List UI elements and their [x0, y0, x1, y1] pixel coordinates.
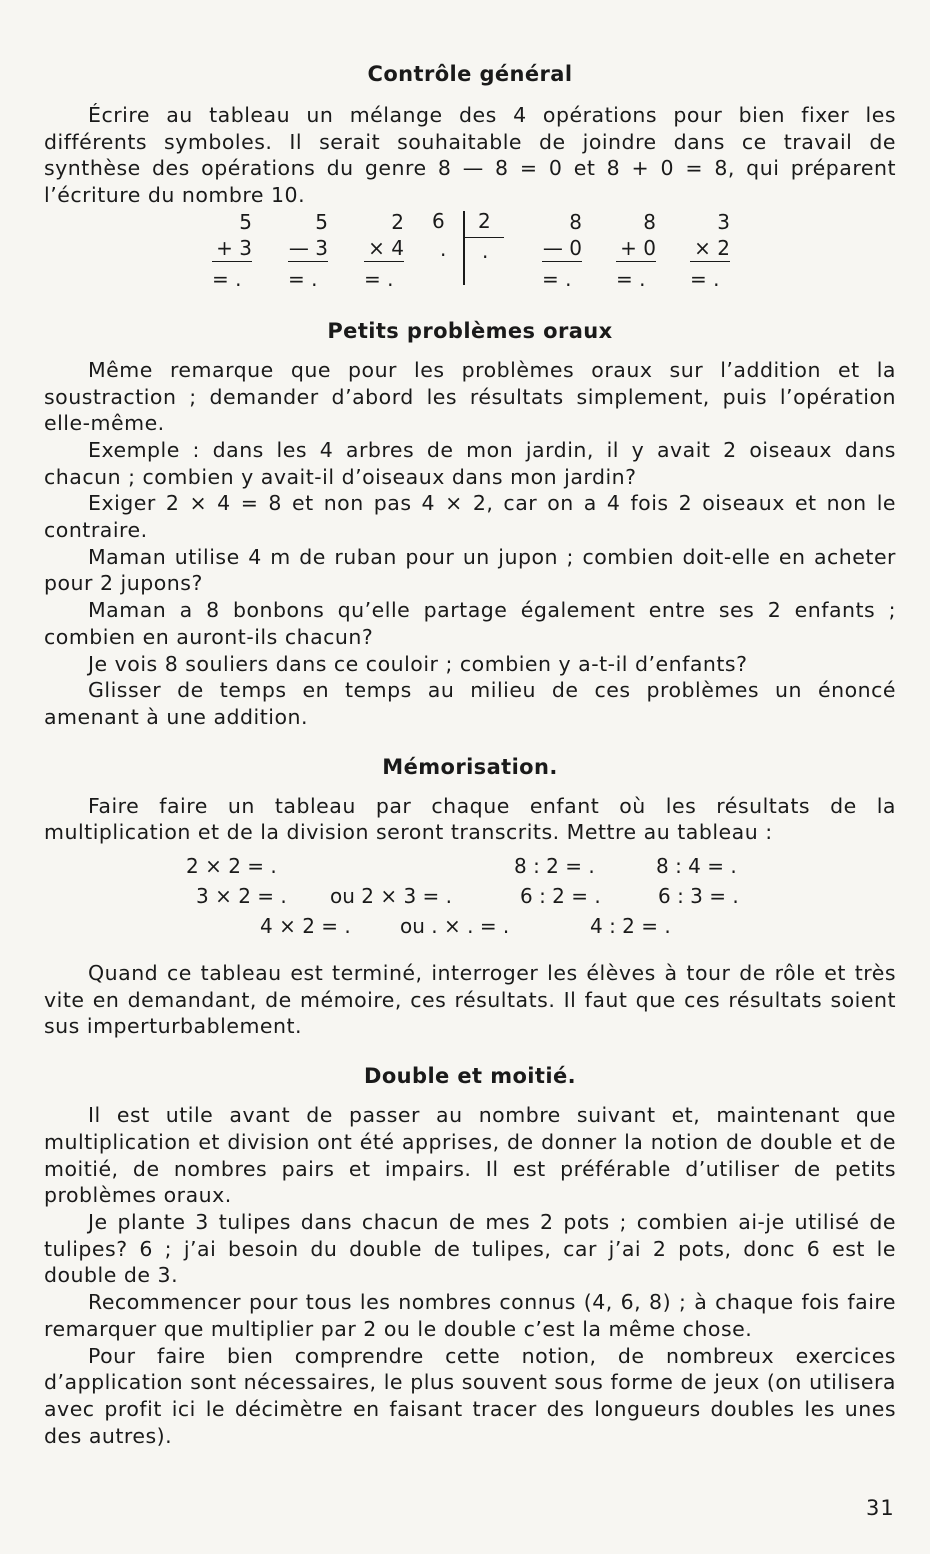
problemes-paragraph: Je vois 8 souliers dans ce couloir ; combien y a-t-il d’enfants? — [88, 651, 748, 676]
operation-subtraction-zero — [534, 209, 582, 292]
op-result: = . — [690, 266, 720, 291]
memo-cell: 6 : 2 = . — [520, 884, 601, 909]
controle-paragraph: Écrire au tableau un mélange des 4 opérations pour bien fixer les différents symboles. Il serait souhaitable de joindre dans ce travail de synthèse des opérations du genre 8 — 8 = 0 et 8 + 0 = 8, qui préparent l’écriture du nombre 10. — [44, 103, 896, 208]
operation-multiplication — [356, 209, 404, 292]
double-paragraph: Pour faire bien comprendre cette notion, de nombreux exercices d’application sont nécessaires, le plus souvent sous forme de jeux (on utilisera avec profit ici le décimètre en faisant tracer des longueurs doubles les unes des autres). — [44, 1343, 896, 1448]
op-bar — [288, 261, 328, 262]
operation-addition-zero — [608, 209, 656, 292]
op-result: = . — [364, 266, 394, 291]
problemes-paragraph: Maman utilise 4 m de ruban pour un jupon ; combien doit-elle en acheter pour 2 jupons? — [44, 544, 896, 596]
page-number: 31 — [866, 1496, 895, 1520]
op-bottom: — 3 — [288, 235, 328, 260]
op-bar — [212, 261, 252, 262]
problemes-paragraph: Exiger 2 × 4 = 8 et non pas 4 × 2, car on a 4 fois 2 oiseaux et non le contraire. — [44, 491, 896, 543]
double-paragraph: Je plante 3 tulipes dans chacun de mes 2 pots ; combien ai-je utilisé de tulipes? 6 ; j’ai besoin du double de tulipes, car j’ai 2 pots, donc 6 est le double de 3. — [44, 1209, 896, 1288]
op-bottom: — 0 — [542, 235, 582, 260]
memo-cell: 8 : 2 = . — [514, 854, 595, 879]
problemes-paragraph: Exemple : dans les 4 arbres de mon jardin, il y avait 2 oiseaux dans chacun ; combien y avait-il d’oiseaux dans mon jardin? — [44, 437, 896, 489]
problemes-paragraph: Maman a 8 bonbons qu’elle partage également entre ses 2 enfants ; combien en auront-ils chacun? — [44, 598, 896, 649]
op-bottom: × 2 — [694, 235, 730, 260]
op-result: = . — [542, 266, 572, 291]
op-bar — [690, 261, 730, 262]
memo-cell: 4 : 2 = . — [590, 914, 671, 939]
document-page — [44, 62, 896, 1449]
memorisation-outro: Quand ce tableau est terminé, interroger les élèves à tour de rôle et très vite en demandant, de mémoire, ces résultats. Il faut que ces résultats soient sus imperturbablement. — [44, 961, 896, 1039]
op-top: 3 — [717, 209, 730, 234]
memo-cell: 4 × 2 = . — [260, 914, 351, 939]
op-top: 8 — [569, 209, 582, 234]
division-vertical-line — [463, 211, 465, 285]
memo-cell: 8 : 4 = . — [656, 854, 737, 879]
op-result: = . — [212, 266, 242, 291]
memo-cell: ou 2 × 3 = . — [330, 884, 453, 909]
division-quotient: . — [482, 238, 489, 263]
division-remainder: . — [440, 236, 447, 261]
double-paragraph: Recommencer pour tous les nombres connus (4, 6, 8) ; à chaque fois faire remarquer que multiplier par 2 ou le double c’est la même chose. — [44, 1290, 896, 1341]
operations-row — [44, 209, 896, 291]
op-top: 5 — [239, 209, 252, 234]
op-result: = . — [288, 266, 318, 291]
op-result: = . — [616, 266, 646, 291]
double-paragraph: Il est utile avant de passer au nombre suivant et, maintenant que multiplication et division ont été apprises, de donner la notion de double et de moitié, de nombres pairs et impairs. Il est préférable d’utiliser de petits problèmes oraux. — [44, 1103, 896, 1208]
op-bottom: × 4 — [368, 235, 404, 260]
op-top: 5 — [315, 209, 328, 234]
section-title-double: Double et moitié. — [364, 1064, 576, 1089]
division-horizontal-line — [464, 237, 504, 238]
section-title-controle: Contrôle général — [367, 62, 573, 86]
op-bottom: + 3 — [216, 235, 252, 260]
section-title-memorisation: Mémorisation. — [382, 754, 558, 779]
problemes-paragraph: Même remarque que pour les problèmes oraux sur l’addition et la soustraction ; demander d’abord les résultats simplement, puis l’opération elle-même. — [44, 357, 896, 436]
op-top: 2 — [391, 209, 404, 234]
memorisation-table — [44, 854, 896, 946]
operation-subtraction — [280, 209, 328, 292]
operation-multiplication-two — [682, 209, 730, 292]
op-top: 8 — [643, 209, 656, 234]
op-bottom: + 0 — [620, 235, 656, 260]
operation-addition — [204, 209, 252, 292]
section-title-problemes: Petits problèmes oraux — [327, 318, 613, 343]
memo-cell: 6 : 3 = . — [658, 884, 739, 909]
problemes-body — [44, 357, 896, 731]
op-bar — [542, 261, 582, 262]
memo-cell: ou . × . = . — [400, 914, 510, 939]
op-bar — [364, 261, 404, 262]
division-dividend: 6 — [432, 208, 445, 233]
problemes-paragraph: Glisser de temps en temps au milieu de ces problèmes un énoncé amenant à une addition. — [44, 678, 896, 729]
double-body — [44, 1102, 896, 1449]
memo-cell: 2 × 2 = . — [186, 854, 277, 879]
op-bar — [616, 261, 656, 262]
memorisation-intro: Faire faire un tableau par chaque enfant où les résultats de la multiplication et de la division seront transcrits. Mettre au tableau : — [44, 793, 896, 845]
memo-cell: 3 × 2 = . — [196, 884, 287, 909]
division-divisor: 2 — [478, 208, 491, 233]
